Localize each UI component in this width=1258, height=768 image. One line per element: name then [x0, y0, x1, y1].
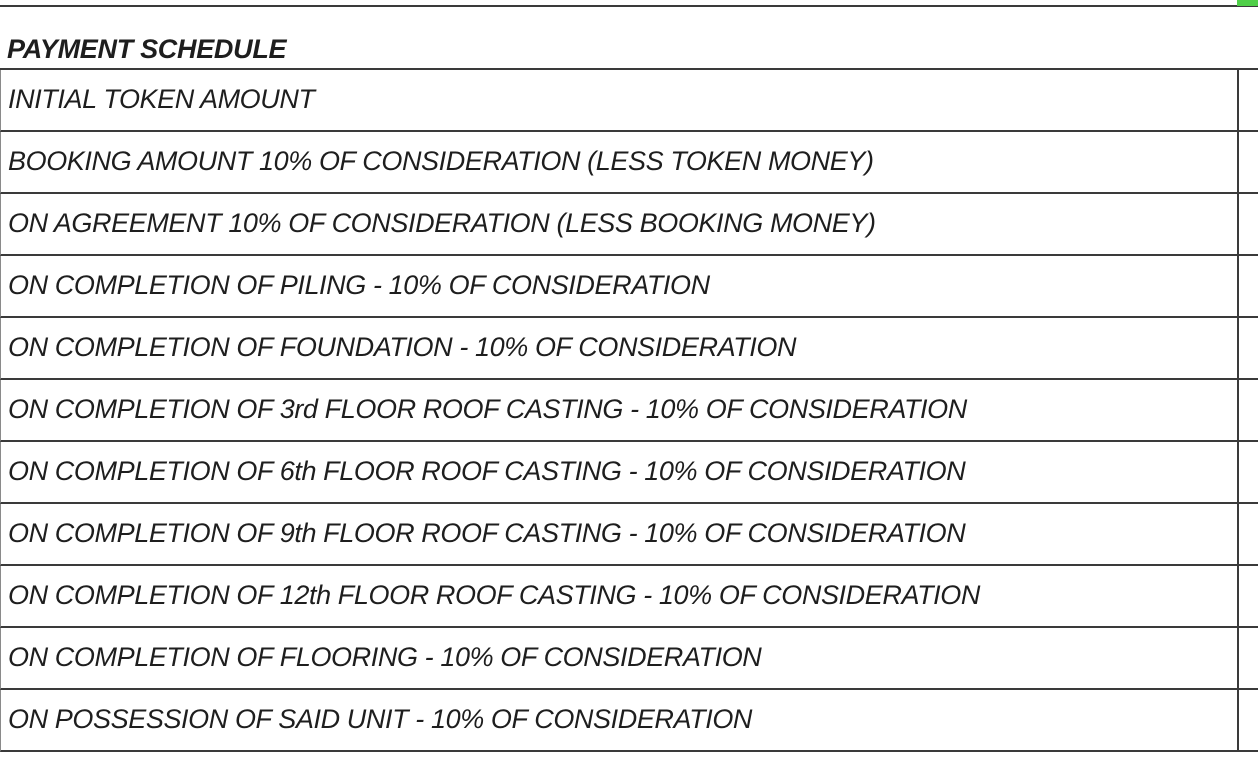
schedule-row-label: ON COMPLETION OF PILING - 10% OF CONSIDERATION: [8, 270, 710, 300]
schedule-row[interactable]: [0, 566, 1258, 628]
schedule-row-label: ON COMPLETION OF FOUNDATION - 10% OF CONSIDERATION: [8, 332, 797, 362]
payment-schedule-title: PAYMENT SCHEDULE: [7, 34, 287, 64]
schedule-row-label: ON COMPLETION OF 9th FLOOR ROOF CASTING - 10% OF CONSIDERATION: [8, 518, 966, 548]
schedule-row[interactable]: [0, 318, 1258, 380]
schedule-row[interactable]: [0, 70, 1258, 132]
highlighted-cell[interactable]: [1237, 0, 1258, 6]
schedule-row-label: ON POSSESSION OF SAID UNIT - 10% OF CONSIDERATION: [8, 704, 753, 734]
schedule-row-value-cell[interactable]: [1237, 628, 1258, 688]
schedule-row-label: BOOKING AMOUNT 10% OF CONSIDERATION (LESS TOKEN MONEY): [8, 146, 874, 176]
schedule-row-value-cell[interactable]: [1237, 690, 1258, 750]
schedule-row[interactable]: [0, 132, 1258, 194]
schedule-row-value-cell[interactable]: [1237, 442, 1258, 502]
payment-schedule-header-row[interactable]: [0, 7, 1258, 70]
previous-row-border: [0, 0, 1258, 7]
schedule-row-label: ON COMPLETION OF FLOORING - 10% OF CONSIDERATION: [8, 642, 762, 672]
schedule-row-label: INITIAL TOKEN AMOUNT: [8, 84, 315, 114]
schedule-row-value-cell[interactable]: [1237, 504, 1258, 564]
payment-schedule-table: [0, 70, 1258, 752]
schedule-row-value-cell[interactable]: [1237, 256, 1258, 316]
schedule-row[interactable]: [0, 380, 1258, 442]
schedule-row[interactable]: [0, 690, 1258, 752]
schedule-row-value-cell[interactable]: [1237, 318, 1258, 378]
schedule-row[interactable]: [0, 504, 1258, 566]
schedule-row-value-cell[interactable]: [1237, 132, 1258, 192]
schedule-row[interactable]: [0, 256, 1258, 318]
schedule-row[interactable]: [0, 628, 1258, 690]
schedule-row-label: ON COMPLETION OF 3rd FLOOR ROOF CASTING - 10% OF CONSIDERATION: [8, 394, 967, 424]
schedule-row[interactable]: [0, 194, 1258, 256]
schedule-row-value-cell[interactable]: [1237, 194, 1258, 254]
schedule-row-label: ON COMPLETION OF 12th FLOOR ROOF CASTING - 10% OF CONSIDERATION: [8, 580, 980, 610]
schedule-row-label: ON AGREEMENT 10% OF CONSIDERATION (LESS BOOKING MONEY): [8, 208, 876, 238]
schedule-row[interactable]: [0, 442, 1258, 504]
schedule-row-label: ON COMPLETION OF 6th FLOOR ROOF CASTING - 10% OF CONSIDERATION: [8, 456, 966, 486]
schedule-row-value-cell[interactable]: [1237, 70, 1258, 130]
schedule-row-value-cell[interactable]: [1237, 380, 1258, 440]
schedule-row-value-cell[interactable]: [1237, 566, 1258, 626]
